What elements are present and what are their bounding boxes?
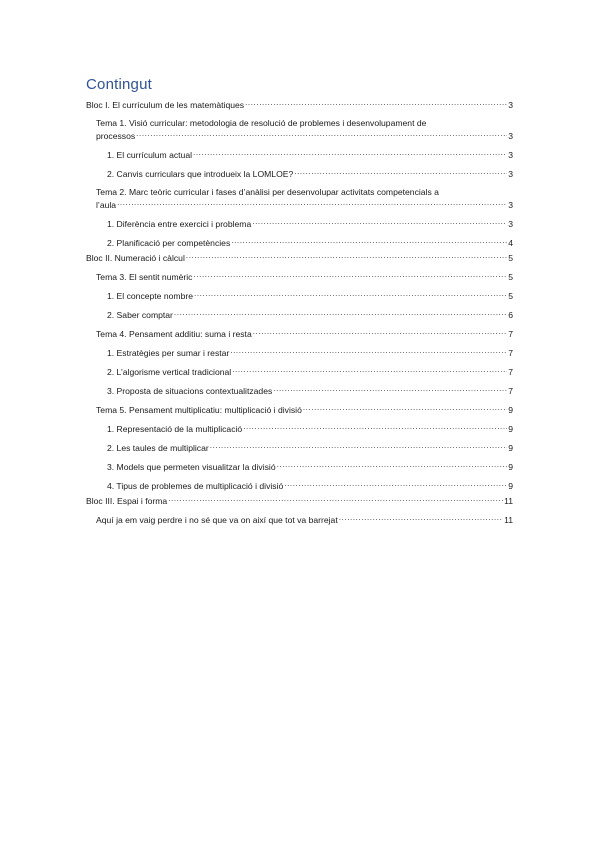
toc-entry-level-2[interactable] [96,327,513,340]
toc-entry-level-2[interactable] [96,270,513,283]
toc-entry-level-2[interactable] [96,186,513,211]
toc-entry-level-3[interactable] [107,236,513,249]
toc-entry-level-3[interactable] [107,217,513,230]
toc-entry-level-3[interactable] [107,384,513,397]
toc-dot-leader [136,129,507,139]
toc-page-number: 7 [508,329,513,339]
toc-entry-level-2[interactable] [96,117,513,142]
toc-entry-row [96,327,513,340]
toc-entry-row [96,129,513,142]
toc-dot-leader [232,365,507,375]
toc-entry-row [96,403,513,416]
toc-dot-leader [294,167,507,177]
toc-entry-level-2[interactable] [96,403,513,416]
toc-dot-leader [117,198,507,208]
toc-entry-text: 1. El currículum actual [107,150,193,160]
toc-entry-row [107,346,513,359]
toc-entry-row [107,441,513,454]
toc-dot-leader [194,289,507,299]
toc-page-number: 3 [508,169,513,179]
toc-page-number: 9 [508,462,513,472]
toc-entry-row [107,479,513,492]
toc-dot-leader [253,327,507,337]
toc-entry-row [96,270,513,283]
toc-entry-text: Tema 3. El sentit numèric [96,272,193,282]
toc-page-number: 9 [508,424,513,434]
toc-entry-text: 2. Canvis curriculars que introdueix la LOMLOE? [107,169,294,179]
toc-entry-row [96,198,513,211]
toc-entry-text: 2. L’algorisme vertical tradicional [107,367,232,377]
toc-dot-leader [243,422,507,432]
toc-entry-row [107,365,513,378]
toc-page-number: 3 [508,100,513,110]
toc-page-number: 5 [508,291,513,301]
toc-entry-text: 2. Les taules de multiplicar [107,443,209,453]
toc-entry-text: processos [96,131,136,141]
toc-entry-text: Bloc II. Numeració i càlcul [86,253,185,263]
toc-dot-leader [284,479,507,489]
toc-dot-leader [193,270,507,280]
toc-entry-text: Bloc I. El currículum de les matemàtiques [86,100,245,110]
toc-entry-row [107,384,513,397]
toc-entry-level-3[interactable] [107,422,513,435]
toc-entry-text: Bloc III. Espai i forma [86,496,168,506]
toc-entry-level-3[interactable] [107,308,513,321]
toc-dot-leader [277,460,508,470]
toc-entry-level-3[interactable] [107,365,513,378]
toc-entry-text: Aquí ja em vaig perdre i no sé que va on així que tot va barrejat [96,515,338,525]
toc-entry-text: 2. Planificació per competències [107,238,231,248]
toc-page-number: 11 [504,496,513,506]
toc-entry-text-line1: Tema 1. Visió curricular: metodologia de resolució de problemes i desenvolupament de [96,118,427,128]
toc-dot-leader [174,308,507,318]
toc-entry-row [86,98,513,111]
toc-entry-text: 4. Tipus de problemes de multiplicació i divisió [107,481,284,491]
toc-entry-row [96,513,513,526]
toc-entry-row [107,308,513,321]
toc-entry-level-3[interactable] [107,148,513,161]
toc-entry-text: Tema 5. Pensament multiplicatiu: multiplicació i divisió [96,405,302,415]
toc-dot-leader [230,346,507,356]
toc-dot-leader [231,236,507,246]
toc-entry-text: 2. Saber comptar [107,310,173,320]
toc-page-number: 9 [508,443,513,453]
toc-entry-level-3[interactable] [107,479,513,492]
toc-entry-text: 1. Estratègies per sumar i restar [107,348,230,358]
toc-entry-text: Tema 4. Pensament additiu: suma i resta [96,329,252,339]
toc-entry-level-3[interactable] [107,460,513,473]
toc-entry-level-3[interactable] [107,346,513,359]
toc-page-number: 7 [508,348,513,358]
toc-entry-text-line1: Tema 2. Marc teòric curricular i fases d’anàlisi per desenvolupar activitats competencials a [96,187,439,197]
toc-entry-row [86,494,513,507]
toc-entry-row [107,167,513,180]
toc-entry-row [107,148,513,161]
toc-page-number: 11 [504,515,513,525]
toc-entry-level-1[interactable] [86,98,513,111]
toc-page-number: 3 [508,219,513,229]
toc-entry-row [107,289,513,302]
toc-page-number: 5 [508,272,513,282]
toc-dot-leader [303,403,507,413]
toc-entry-row [107,217,513,230]
toc-page-number: 6 [508,310,513,320]
toc-page-number: 3 [508,150,513,160]
toc-dot-leader [210,441,507,451]
toc-entry-level-3[interactable] [107,167,513,180]
toc-entry-level-3[interactable] [107,441,513,454]
toc-entry-text: 1. Diferència entre exercici i problema [107,219,252,229]
toc-dot-leader [273,384,507,394]
toc-page-number: 4 [508,238,513,248]
toc-dot-leader [186,251,507,261]
toc-dot-leader [245,98,507,108]
toc-entry-row [86,251,513,264]
toc-page-number: 9 [508,405,513,415]
toc-page-number: 7 [508,367,513,377]
toc-entry-text: 1. El concepte nombre [107,291,193,301]
toc-dot-leader [168,494,503,504]
toc-dot-leader [193,148,507,158]
toc-entry-row [107,460,513,473]
toc-dot-leader [339,513,503,523]
toc-entry-text: l’aula [96,200,117,210]
toc-page-number: 9 [508,481,513,491]
toc-entry-level-1[interactable] [86,251,513,264]
toc-page-number: 5 [508,253,513,263]
toc-dot-leader [252,217,507,227]
toc-entry-row [107,422,513,435]
toc-entry-row [107,236,513,249]
toc-page-number: 3 [508,131,513,141]
toc-page-number: 3 [508,200,513,210]
toc-page-number: 7 [508,386,513,396]
toc-entry-text: 3. Proposta de situacions contextualitzades [107,386,273,396]
toc-entry-level-2[interactable] [96,513,513,526]
toc-entry-level-3[interactable] [107,289,513,302]
toc-entry-text: 3. Models que permeten visualitzar la divisió [107,462,276,472]
toc-title: Contingut [86,76,153,93]
toc-entry-text: 1. Representació de la multiplicació [107,424,243,434]
table-of-contents [86,98,513,526]
toc-entry-level-1[interactable] [86,494,513,507]
